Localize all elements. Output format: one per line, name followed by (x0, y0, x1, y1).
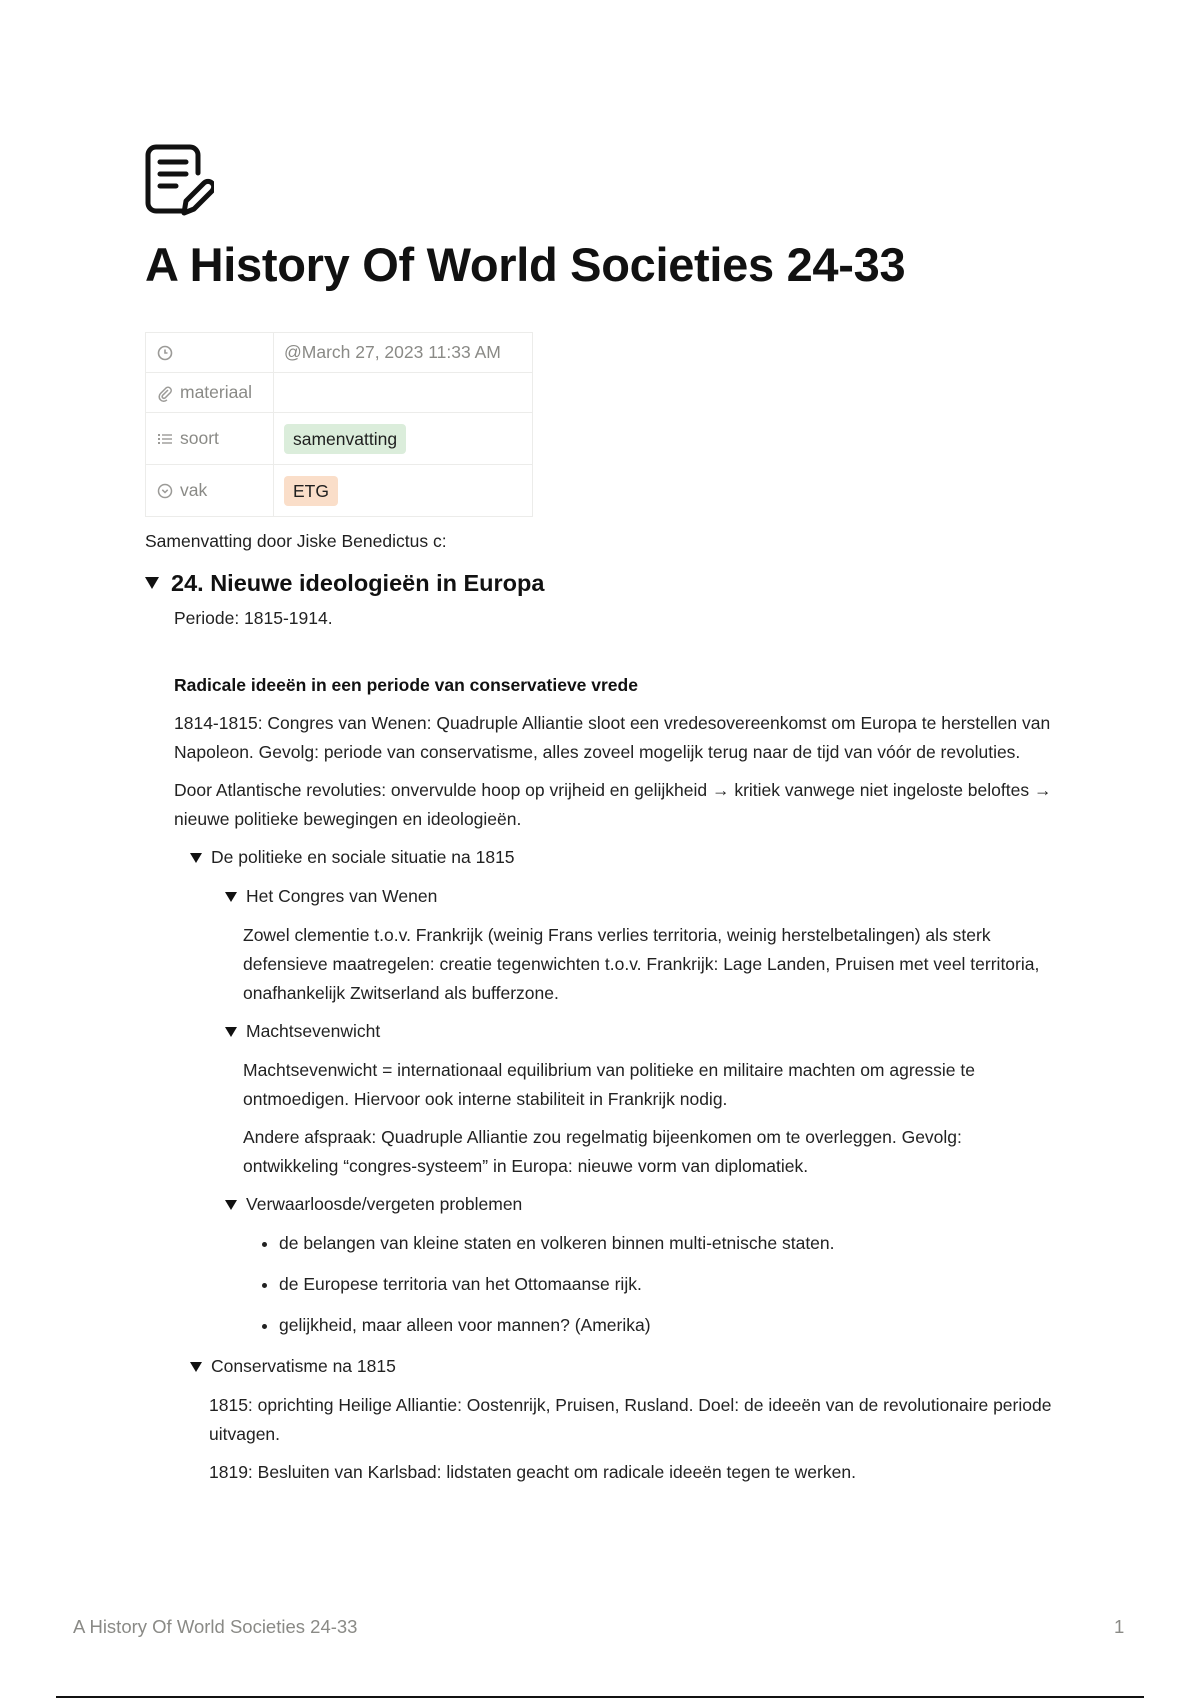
toggle-congres-van-wenen (225, 882, 1060, 1008)
periode-text: Periode: 1815-1914. (174, 608, 333, 628)
paragraph: 1814-1815: Congres van Wenen: Quadruple Alliantie sloot een vredesovereenkomst om Europa te herstellen van Napoleon. Gevolg: periode van conservatisme, alles zoveel mogelijk terug naar de tijd van vóór de revoluties. (174, 713, 1051, 762)
property-value[interactable] (274, 465, 533, 517)
paragraph: 1819: Besluiten van Karlsbad: lidstaten geacht om radicale ideeën tegen te werken. (209, 1462, 856, 1482)
tag-soort[interactable]: samenvatting (284, 424, 406, 454)
property-key (146, 413, 274, 465)
property-value[interactable] (274, 413, 533, 465)
toggle-header[interactable] (225, 882, 1060, 911)
toggle-verwaarloosde-problemen (225, 1190, 1060, 1340)
section-heading-toggle[interactable] (145, 566, 1060, 600)
toggle-section-24 (145, 566, 1060, 1496)
toggle-politieke-situatie (190, 843, 1060, 1340)
triangle-down-icon[interactable] (190, 1362, 202, 1372)
toggle-body (243, 1056, 1060, 1181)
triangle-down-icon[interactable] (225, 1027, 237, 1037)
property-key (146, 333, 274, 373)
toggle-body (209, 882, 1060, 1340)
section-body (174, 604, 1060, 1487)
list-icon (156, 430, 174, 448)
footer-divider (56, 1696, 1144, 1698)
subheading: Radicale ideeën in een periode van conservatieve vrede (174, 675, 638, 695)
list-item: • de belangen van kleine staten en volkeren binnen multi-etnische staten. (279, 1229, 1060, 1258)
footer-title: A History Of World Societies 24-33 (73, 1616, 358, 1637)
triangle-down-icon[interactable] (190, 853, 202, 863)
property-key (146, 465, 274, 517)
section-heading: 24. Nieuwe ideologieën in Europa (171, 569, 545, 596)
property-label: vak (180, 480, 208, 500)
clock-icon (156, 344, 174, 362)
triangle-down-icon[interactable] (225, 1200, 237, 1210)
property-value[interactable]: @March 27, 2023 11:33 AM (274, 333, 533, 373)
toggle-header[interactable] (190, 843, 1060, 872)
toggle-body (243, 1229, 1060, 1340)
property-row-vak[interactable] (146, 465, 533, 517)
bullet-list (243, 1229, 1060, 1340)
toggle-label: Machtsevenwicht (246, 1021, 381, 1041)
triangle-down-icon[interactable] (145, 577, 159, 589)
list-item: • de Europese territoria van het Ottomaanse rijk. (279, 1270, 1060, 1299)
toggle-body (243, 921, 1060, 1008)
toggle-header[interactable] (190, 1352, 1060, 1381)
list-item: • gelijkheid, maar alleen voor mannen? (Amerika) (279, 1311, 1060, 1340)
paragraph: 1815: oprichting Heilige Alliantie: Oostenrijk, Pruisen, Rusland. Doel: de ideeën van de revolutionaire periode uitvagen. (209, 1395, 1052, 1444)
toggle-label: Verwaarloosde/vergeten problemen (246, 1194, 523, 1214)
triangle-down-icon[interactable] (225, 892, 237, 902)
property-row-soort[interactable] (146, 413, 533, 465)
tag-vak[interactable]: ETG (284, 476, 338, 506)
toggle-label: De politieke en sociale situatie na 1815 (211, 847, 515, 867)
property-row-created[interactable] (146, 333, 533, 373)
paragraph: Zowel clementie t.o.v. Frankrijk (weinig Frans verlies territoria, weinig herstelbetalingen) als sterk defensieve maatregelen: creatie tegenwichten t.o.v. Frankrijk: Lage Landen, Pruisen met veel territoria, onafhankelijk Zwitserland als bufferzone. (243, 925, 1040, 1003)
toggle-label: Het Congres van Wenen (246, 886, 438, 906)
property-row-materiaal[interactable] (146, 373, 533, 413)
page-title: A History Of World Societies 24-33 (145, 238, 906, 291)
page-number: 1 (1114, 1616, 1125, 1637)
toggle-conservatisme (190, 1352, 1060, 1487)
property-value[interactable] (274, 373, 533, 413)
property-label: soort (180, 428, 219, 448)
toggle-header[interactable] (225, 1017, 1060, 1046)
toggle-body (209, 1391, 1060, 1487)
note-edit-icon (144, 143, 214, 219)
properties-table (145, 332, 533, 517)
property-key (146, 373, 274, 413)
property-label: materiaal (180, 382, 252, 402)
toggle-machtsevenwicht (225, 1017, 1060, 1181)
paragraph: Andere afspraak: Quadruple Alliantie zou regelmatig bijeenkomen om te overleggen. Gevolg: ontwikkeling “congres-systeem” in Europa: nieuwe vorm van diplomatiek. (243, 1127, 962, 1176)
paperclip-icon (156, 384, 174, 402)
intro-text: Samenvatting door Jiske Benedictus c: (145, 531, 447, 551)
toggle-label: Conservatisme na 1815 (211, 1356, 396, 1376)
paragraph: Machtsevenwicht = internationaal equilibrium van politieke en militaire machten om agressie te ontmoedigen. Hiervoor ook interne stabiliteit in Frankrijk nodig. (243, 1060, 975, 1109)
toggle-header[interactable] (225, 1190, 1060, 1219)
select-icon (156, 482, 174, 500)
paragraph: Door Atlantische revoluties: onvervulde hoop op vrijheid en gelijkheid → kritiek vanwege niet ingeloste beloftes → nieuwe politieke bewegingen en ideologieën. (174, 780, 1052, 829)
